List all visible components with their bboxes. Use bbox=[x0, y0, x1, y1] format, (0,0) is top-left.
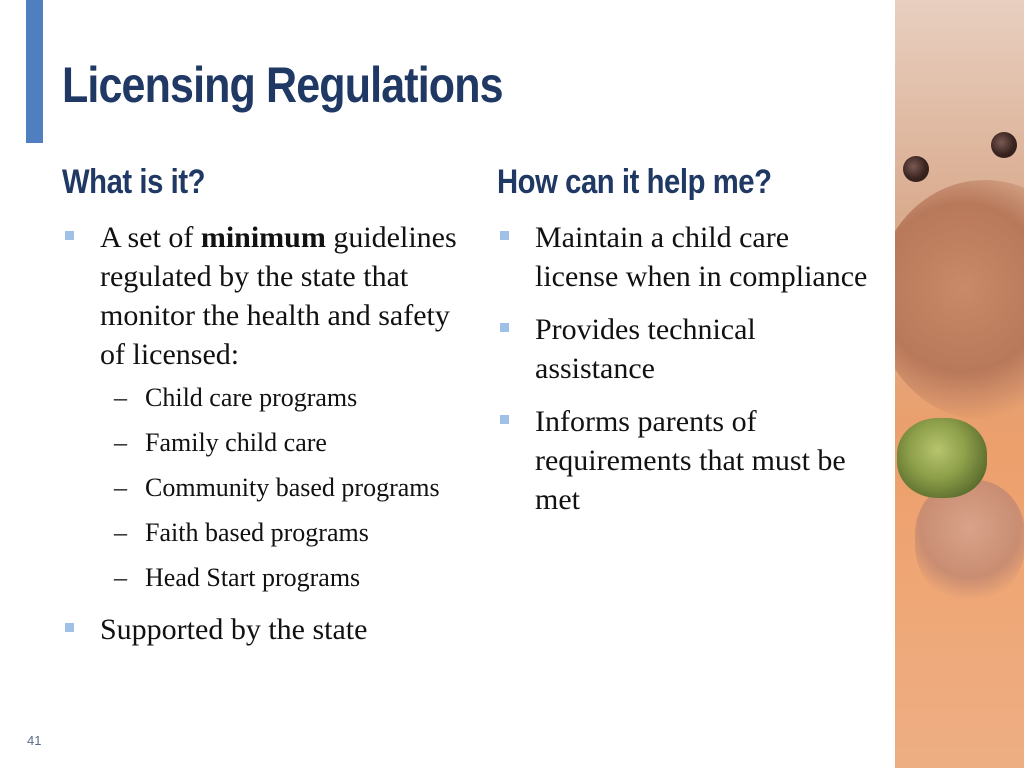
dash-bullet-icon: – bbox=[114, 518, 127, 547]
right-bullet-list bbox=[497, 218, 877, 519]
square-bullet-icon bbox=[65, 231, 74, 240]
photo-face bbox=[895, 180, 1024, 420]
item-text-start: A set of bbox=[100, 221, 201, 254]
square-bullet-icon bbox=[500, 231, 509, 240]
sub-item-text: Family child care bbox=[145, 428, 327, 457]
child-holding-broccoli-photo-icon bbox=[895, 0, 1024, 768]
item-text-bold: minimum bbox=[200, 221, 326, 254]
left-column-heading: What is it? bbox=[62, 163, 206, 201]
right-column bbox=[497, 160, 877, 533]
right-column-heading: How can it help me? bbox=[497, 163, 772, 201]
title-accent-bar bbox=[26, 0, 43, 143]
square-bullet-icon bbox=[500, 415, 509, 424]
list-item bbox=[62, 218, 462, 596]
dash-bullet-icon: – bbox=[114, 383, 127, 412]
left-bullet-list bbox=[62, 218, 462, 649]
item-text: Supported by the state bbox=[100, 613, 368, 646]
sub-item-text: Faith based programs bbox=[145, 518, 369, 547]
list-item bbox=[497, 402, 877, 519]
sub-item-text: Child care programs bbox=[145, 383, 358, 412]
photo-eye-right bbox=[991, 132, 1017, 158]
sub-list-item bbox=[100, 470, 462, 506]
list-item bbox=[497, 218, 877, 296]
photo-eye-left bbox=[903, 156, 929, 182]
sub-item-text: Head Start programs bbox=[145, 563, 361, 592]
sub-list-item bbox=[100, 425, 462, 461]
slide-title: Licensing Regulations bbox=[62, 57, 503, 113]
photo-hand bbox=[915, 480, 1024, 600]
slide-number: 41 bbox=[27, 733, 42, 748]
item-text: Provides technical assistance bbox=[535, 313, 756, 385]
dash-bullet-icon: – bbox=[114, 428, 127, 457]
left-column bbox=[62, 160, 462, 663]
item-text: Maintain a child care license when in compliance bbox=[535, 221, 868, 293]
sub-list-item bbox=[100, 515, 462, 551]
list-item bbox=[497, 310, 877, 388]
item-text-end: guidelines regulated by the state that monitor the health and safety of licensed: bbox=[100, 221, 457, 371]
sub-list bbox=[100, 380, 462, 596]
square-bullet-icon bbox=[500, 323, 509, 332]
sub-item-text: Community based programs bbox=[145, 473, 440, 502]
dash-bullet-icon: – bbox=[114, 563, 127, 592]
broccoli-icon bbox=[897, 418, 987, 498]
square-bullet-icon bbox=[65, 623, 74, 632]
item-text: Informs parents of requirements that must be met bbox=[535, 405, 846, 516]
dash-bullet-icon: – bbox=[114, 473, 127, 502]
sub-list-item bbox=[100, 380, 462, 416]
sub-list-item bbox=[100, 560, 462, 596]
list-item bbox=[62, 610, 462, 649]
